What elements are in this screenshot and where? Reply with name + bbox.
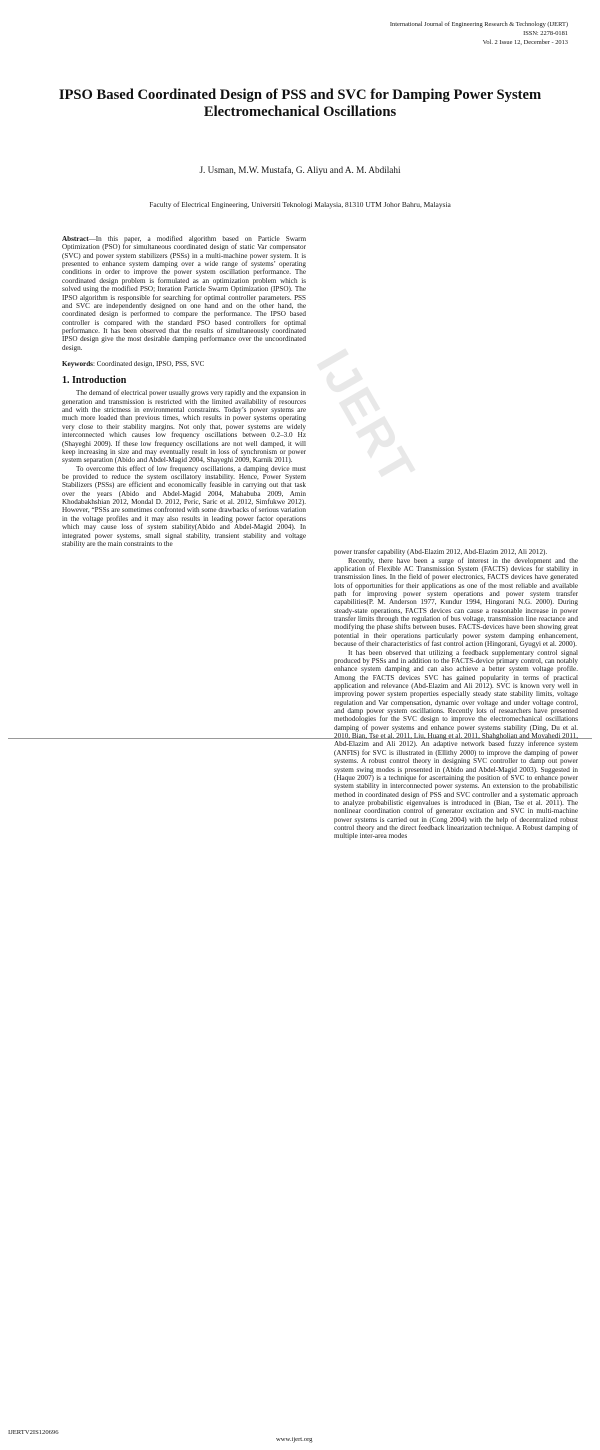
page-number [0,1443,570,1450]
keywords-text: : Coordinated design, IPSO, PSS, SVC [92,360,205,369]
right-paragraph-1: Recently, there have been a surge of interest in the development and the application of Flexible AC Transmission System (FACTS) devices for stability in transmission lines. In the field of power electronics, FACTS devices have generated lots of opportunities for their applications as one of the most reliable and available path for improving power system operations and power system transfer capabilities(P. M. Anderson 1977, Kundur 1994, Hingorani N.G. 2000). During steady-state operations, FACTS devices can cause a reasonable increase in power transfer limits through the regulation of bus voltage, transmission line reactance and modifying the phase shifts between buses. FACTS-devices have been showing great potential in their operations particularly power system damping enhancement, because of their characteristics of fast control action (Hingorani, Gyugyi et al. 2000). [334,556,578,649]
right-paragraph-0: power transfer capability (Abd-Elazim 2012, Abd-Elazim 2012, Ali 2012). [334,548,548,557]
intro-paragraph-2: To overcome this effect of low frequency oscillations, a damping device must be provided to reduce the system oscillatory instability. Hence, Power System Stabilizers (PSSs) are efficient and economically feasible in carrying out that task over the years (Abido and Abdel-Magid 2004, Mahabuba 2009, Amin Khodabakhshian 2012, Mondal D. 2012, Peric, Saric et al. 2012, Simfukwe 2012). However, “PSSs are sometimes confronted with some drawbacks of serious variation in the voltage profiles and it may also results in leading power factor operations which may cause loss of system stability(Abido and Abdel-Magid 2004). In integrated power systems, small signal stability, transient stability and voltage stability are the main constraints to the [62,464,306,548]
journal-name: International Journal of Engineering Research & Technology (IJERT) [389,21,568,28]
right-column [334,548,578,841]
intro-paragraph-1: The demand of electrical power usually grows very rapidly and the expansion in generation and transmission is restricted with the limited availability of resources and with the strictness in environmental constraints. Today’s power systems are much more loaded than previous times, which results in power systems operating very close to their stability margins. Not only that, power systems are widely interconnected which causes low frequency oscillations between 0.2–3.0 Hz (Shayeghi 2009). If these low frequency oscillations are not well damped, it will keep increasing in size and may eventually result in loss of synchronism or power system separation (Abido and Abdel-Magid 2004, Shayeghi 2009, Karnik 2011). [62,389,306,465]
issn: ISSN: 2278-0181 [523,30,568,37]
section-heading: 1. Introduction [62,375,127,387]
watermark: IJERT [305,341,425,494]
right-paragraph-2: It has been observed that utilizing a feedback supplementary control signal produced by PSSs and in addition to the FACTS-device primary control, can notably enhance system damping and can also achieve a better system voltage profile. Among the FACTS devices SVC has gained popularity in terms of practical application and relevance (Abd-Elazim and Ali 2012). SVC is known very well in improving power system properties especially steady state stability limits, voltage regulation and Var compensation, dynamic over voltage and under voltage control, and damp power system oscillations. Recently lots of researchers have presented methodologies for the SVC design to improve the electromechanical oscillations damping of power systems and enhance power systems stability (Ding, Du et al. 2010, Bian, Tse et al. 2011, Liu, Huang et al. 2011, Shahgholian and Movahedi 2011, Abd-Elazim and Ali 2012). An adaptive network based fuzzy inference system (ANFIS) for SVC is illustrated in (Ellithy 2000) to improve the damping of power systems. A robust control theory in designing SVC controller to damp out power system swing modes is presented in (Abido and Abdel-Magid 2003). Suggested in (Haque 2007) is a technique for ascertaining the position of SVC to enhance power system stability in interconnected power systems. An extension to the probabilistic method in coordinated design of PSS and SVC controller and a systematic approach to analyze probabilistic eigenvalues is introduced in (Bian, Tse et al. 2011). The nonlinear coordination control of generator excitation and SVC in multi-machine power systems is carried out in (Cong 2004) with the help of decentralized robust control theory and the direct feedback linearization technique. A Robust damping of multiple inter-area modes [334,648,578,841]
abstract-label: Abstract [62,235,89,243]
affiliation: Faculty of Electrical Engineering, Universiti Teknologi Malaysia, 81310 UTM Johor Bahru, Malaysia [149,200,451,209]
volume-issue: Vol. 2 Issue 12, December - 2013 [482,39,568,46]
keywords-label: Keywords [62,360,93,369]
author-list: J. Usman, M.W. Mustafa, G. Aliyu and A. M. Abdilahi [199,165,401,175]
abstract-text: —In this paper, a modified algorithm based on Particle Swarm Optimization (PSO) for simultaneous coordinated design of static Var compensator (SVC) and power system stabilizers (PSSs) in a multi-machine power system. It is presented to enhance system damping over a wide range of systems’ operating conditions in order to improve the power system oscillation performance. The coordinated design problem is formulated as an optimization problem which is solved using the modified PSO; Iteration Particle Swarm Optimization (IPSO). The IPSO algorithm is responsible for searching for optimal controller parameters. PSS and SVC are independently designed on one hand and on the other hand, the coordinated design is performed to compare the performance. The IPSO based controller is compared with the standard PSO based controllers for optimal performance. It has been observed that the results of simultaneously coordinated IPSO design give the most desirable damping performance over the uncoordinated design. [62,235,306,352]
abstract [62,235,306,352]
paper-title: IPSO Based Coordinated Design of PSS and SVC for Damping Power System Electromechanical Oscillations [58,87,542,120]
footer-website-link[interactable]: www.ijert.org [276,1435,313,1443]
journal-header [0,20,568,47]
left-column [62,235,306,548]
keywords [62,360,306,368]
footer-paper-id: IJERTV2IS120696 [8,1428,59,1436]
